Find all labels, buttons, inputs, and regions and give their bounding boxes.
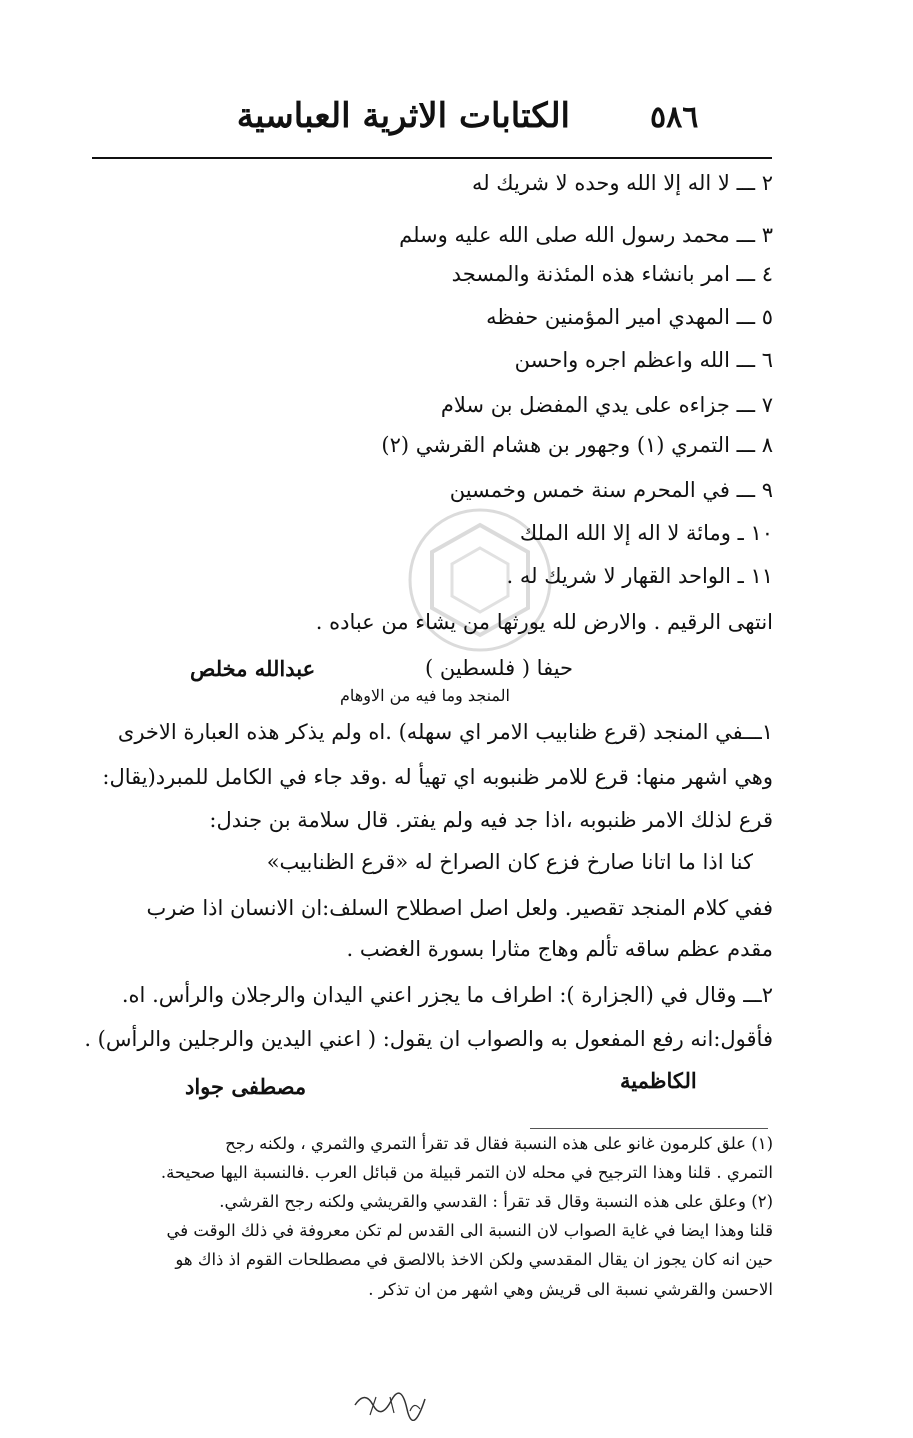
footnote-line: الاحسن والقرشي نسبة الى قريش وهي اشهر من ان تذكر . — [368, 1280, 773, 1299]
running-header-title: الكتابات الاثرية العباسية — [236, 96, 570, 136]
footnote-line: قلنا وهذا ايضا في غاية الصواب لان النسبة الى القدس لم تكن معروفة في ذلك الوقت في — [166, 1221, 773, 1240]
inscription-line: ٨ ـــ التمري (١) وجهور بن هشام القرشي (٢) — [381, 433, 773, 457]
inscription-line: ١١ ـ الواحد القهار لا شريك له . — [506, 564, 773, 588]
inscription-line: ٣ ـــ محمد رسول الله صلى الله عليه وسلم — [399, 223, 773, 247]
poetry-verse: كنا اذا ما اتانا صارخ فزع كان الصراخ له «قرع الظنابيب» — [266, 850, 753, 874]
handwritten-mark — [350, 1385, 430, 1421]
section-subtitle: المنجد وما فيه من الاوهام — [340, 686, 510, 705]
body-line: ٢ـــ وقال في (الجزارة ): اطراف ما يجزر اعني اليدان والرجلان والرأس. اه. — [121, 983, 773, 1007]
footnote-line: حين انه كان يجوز ان يقال المقدسي ولكن الاخذ بالالصق في مصطلحات القوم اذ ذاك هو — [175, 1250, 773, 1269]
inscription-line: ٩ ـــ في المحرم سنة خمس وخمسين — [449, 478, 773, 502]
body-line: فأقول:انه رفع المفعول به والصواب ان يقول: ( اعني اليدين والرجلين والرأس) . — [84, 1027, 773, 1051]
inscription-line: ٢ ـــ لا اله إلا الله وحده لا شريك له — [471, 171, 773, 195]
body-line: ١ـــفي المنجد (قرع ظنابيب الامر اي سهله) .اه ولم يذكر هذه العبارة الاخرى — [117, 720, 773, 744]
inscription-line: ١٠ ـ ومائة لا اله إلا الله الملك — [519, 521, 773, 545]
page-number: ٥٨٦ — [650, 100, 699, 135]
body-line: وهي اشهر منها: قرع للامر ظنبوبه اي تهيأ له .وقد جاء في الكامل للمبرد(يقال: — [102, 765, 773, 789]
footnote-line: التمري . قلنا وهذا الترجيح في محله لان التمر قبيلة من قبائل العرب .فالنسبة اليها صحيحة. — [160, 1163, 773, 1182]
body-line: مقدم عظم ساقه تألم وهاج مثارا بسورة الغضب . — [346, 937, 773, 961]
closing-line: انتهى الرقيم . والارض لله يورثها من يشاء من عباده . — [315, 610, 773, 634]
footnote-line: (٢) وعلق على هذه النسبة وقال قد تقرأ : القدسي والقريشي ولكنه رجح القرشي. — [219, 1192, 773, 1211]
footnote-rule — [530, 1128, 768, 1129]
inscription-line: ٥ ـــ المهدي امير المؤمنين حفظه — [486, 305, 773, 329]
inscription-line: ٧ ـــ جزاءه على يدي المفضل بن سلام — [440, 393, 773, 417]
author-name: مصطفى جواد — [185, 1074, 307, 1099]
header-rule — [92, 157, 772, 159]
body-line: قرع لذلك الامر ظنبوبه ،اذا جد فيه ولم يفتر. قال سلامة بن جندل: — [209, 808, 773, 832]
author-place: حيفا ( فلسطين ) — [425, 656, 574, 680]
footnote-line: (١) علق كلرمون غانو على هذه النسبة فقال قد تقرأ التمري والثمري ، ولكنه رجح — [225, 1134, 773, 1153]
author-name: عبدالله مخلص — [190, 656, 316, 681]
author-place: الكاظمية — [620, 1068, 697, 1093]
inscription-line: ٦ ـــ الله واعظم اجره واحسن — [514, 348, 773, 372]
inscription-line: ٤ ـــ امر بانشاء هذه المئذنة والمسجد — [451, 262, 773, 286]
body-line: ففي كلام المنجد تقصير. ولعل اصل اصطلاح السلف:ان الانسان اذا ضرب — [146, 896, 773, 920]
